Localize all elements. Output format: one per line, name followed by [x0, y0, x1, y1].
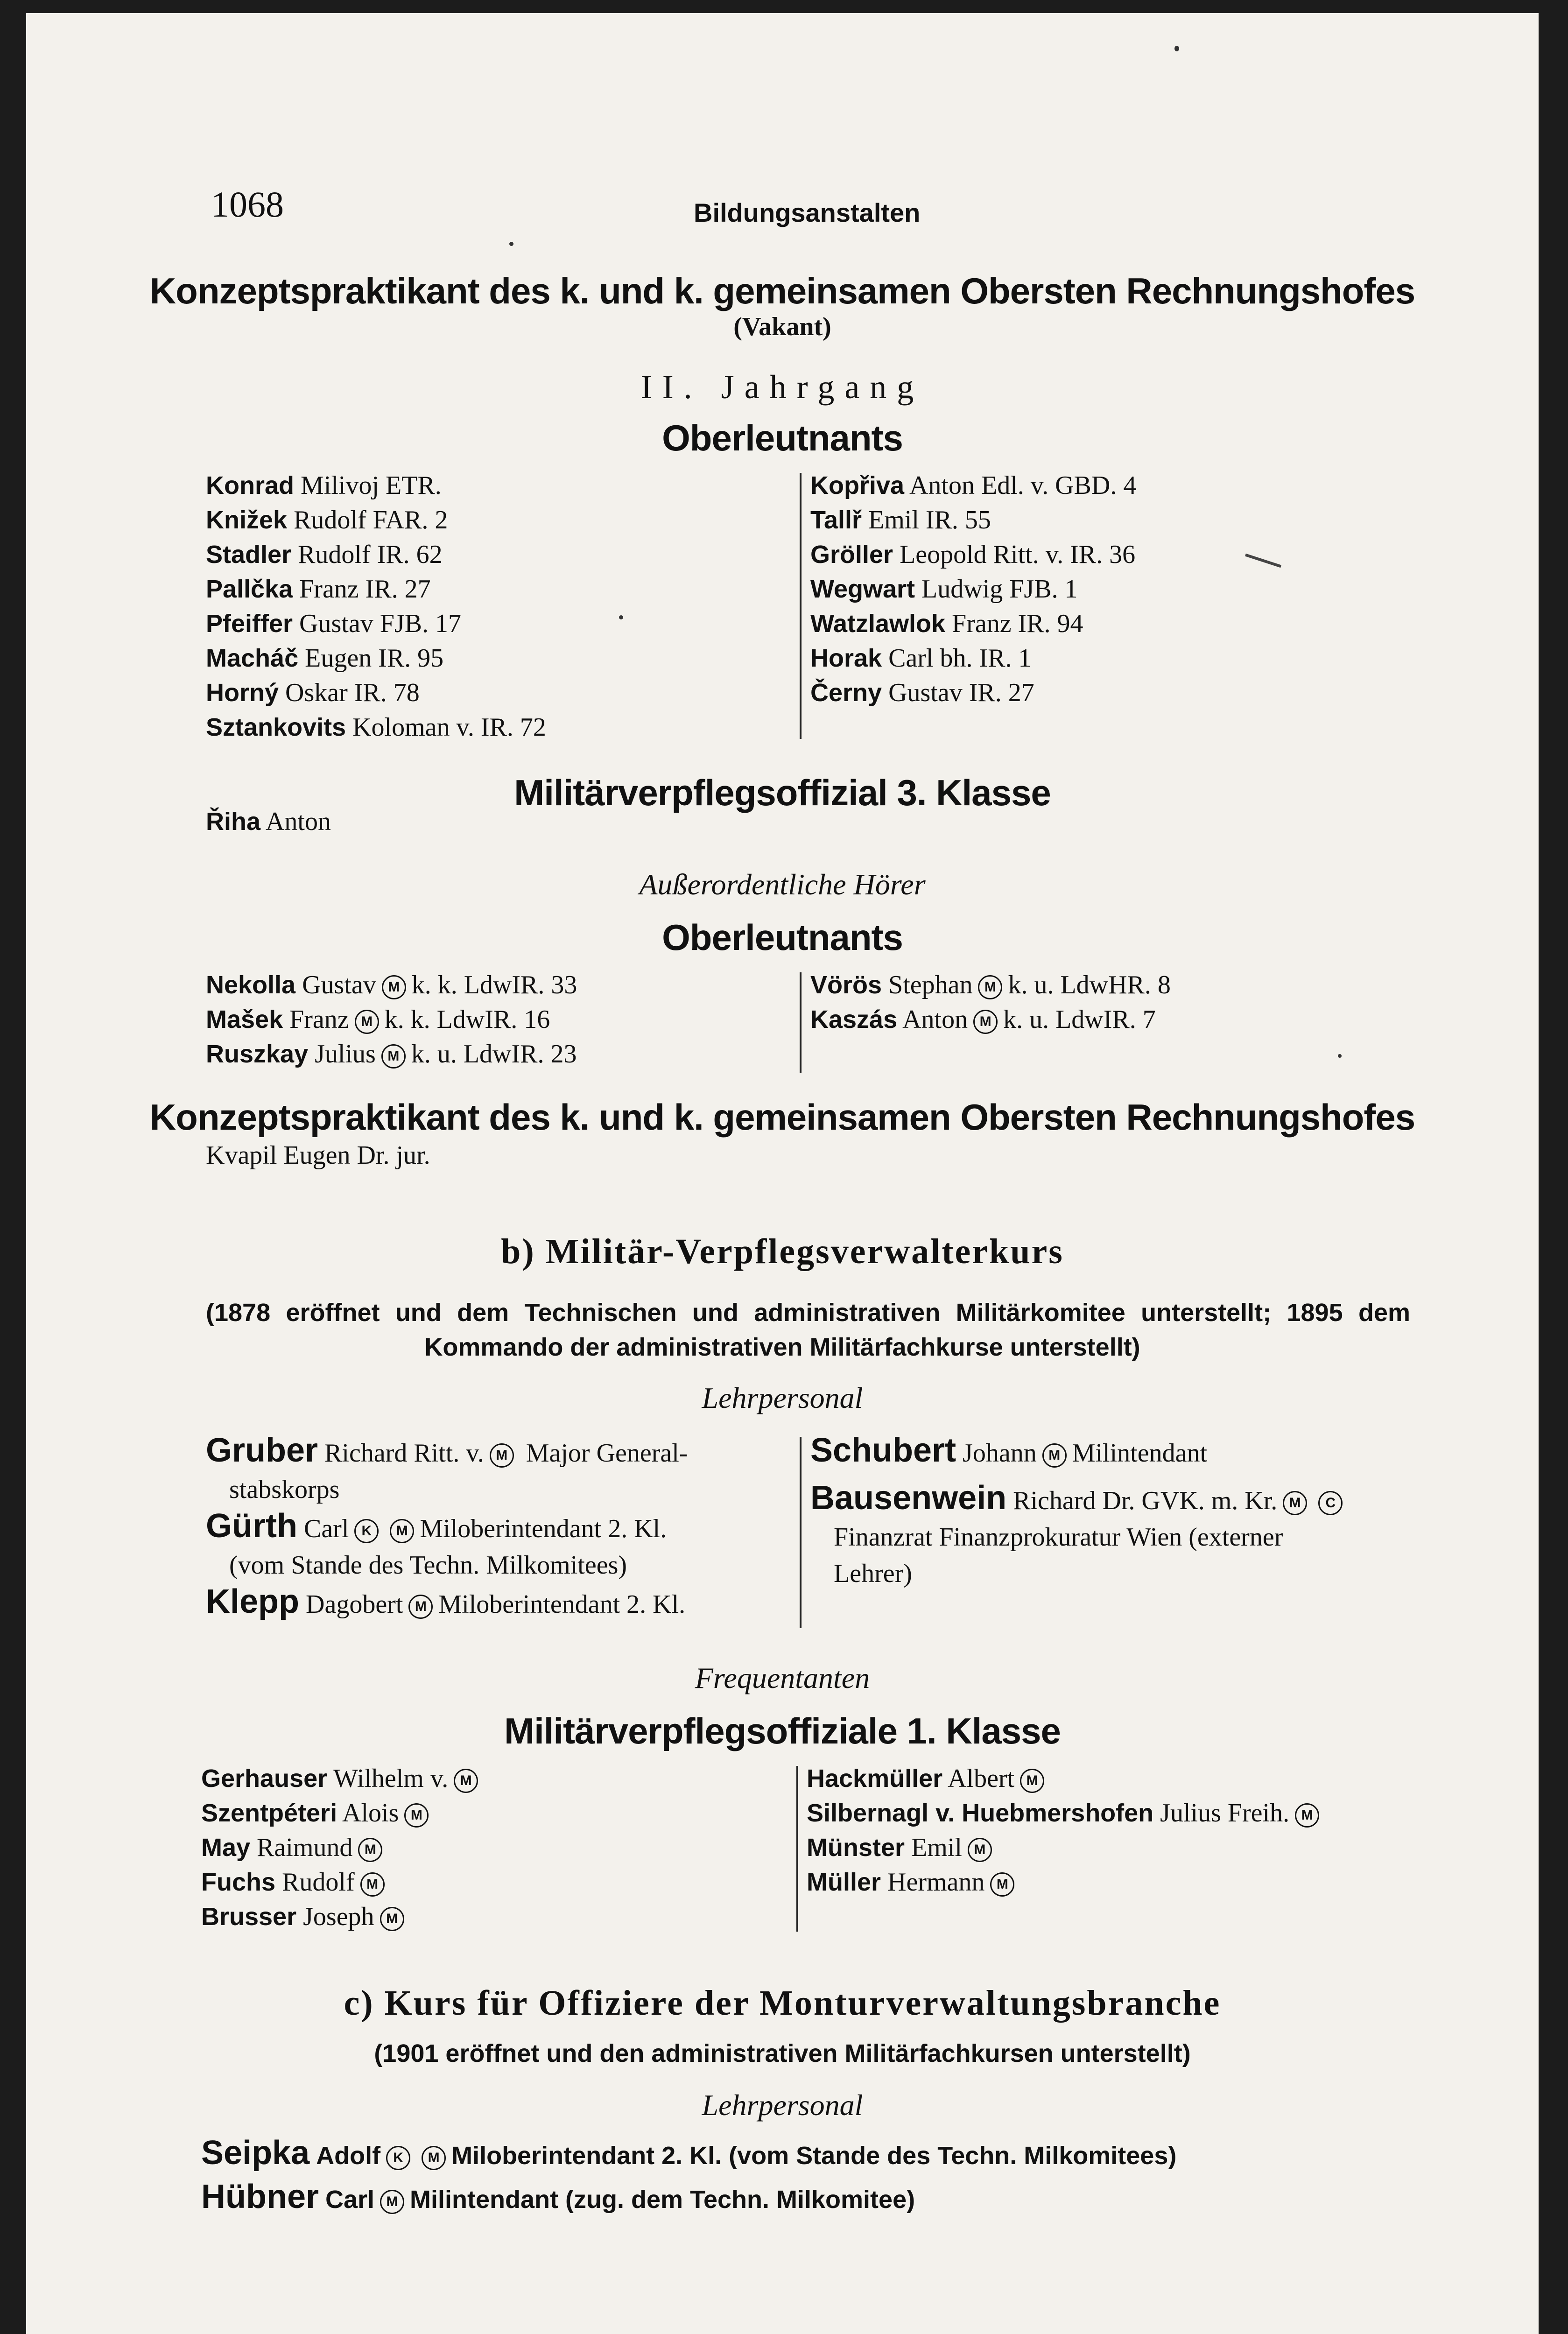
- subsection-heading: Lehrpersonal: [702, 2088, 863, 2122]
- speck: [509, 242, 513, 246]
- list-item: Kvapil Eugen Dr. jur.: [206, 1141, 430, 1170]
- course-note: (1901 eröffnet und den administrativen Militärfachkursen unterstellt): [374, 2039, 1191, 2067]
- speck: [1338, 1054, 1342, 1058]
- list-item: Nekolla Gustav M k. k. LdwIR. 33: [206, 970, 577, 999]
- jahrgang-heading: II. Jahrgang: [640, 368, 924, 406]
- course-note: Kommando der administrativen Militärfachkurse unterstellt): [424, 1333, 1140, 1361]
- list-right: [810, 468, 1136, 710]
- list-right: [807, 1761, 1325, 1899]
- teacher-entry-cont: (vom Stande des Techn. Milkomitees): [229, 1551, 627, 1580]
- teacher-list: [201, 2135, 1176, 2218]
- teacher-entry: Schubert Johann M Milintendant: [810, 1432, 1207, 1469]
- list-left: [206, 468, 546, 745]
- list-item: Macháč Eugen IR. 95: [206, 644, 444, 673]
- list-item: Watzlawlok Franz IR. 94: [810, 609, 1083, 638]
- list-item: Vörös Stephan M k. u. LdwHR. 8: [810, 970, 1171, 999]
- teacher-entry-cont: Lehrer): [834, 1559, 912, 1588]
- subsection-heading: Frequentanten: [695, 1661, 870, 1694]
- list-item: Tallř Emil IR. 55: [810, 506, 991, 534]
- list-item: Pfeiffer Gustav FJB. 17: [206, 609, 461, 638]
- list-item: Stadler Rudolf IR. 62: [206, 540, 443, 569]
- pencil-mark: [1245, 554, 1281, 568]
- section-note: (Vakant): [733, 312, 831, 341]
- section-title: Konzeptspraktikant des k. und k. gemeinsamen Obersten Rechnungshofes: [149, 270, 1415, 311]
- rank-heading: Oberleutnants: [662, 417, 903, 458]
- list-item: Brusser Joseph M: [201, 1899, 484, 1934]
- column-divider: [800, 972, 802, 1073]
- list-item: Horný Oskar IR. 78: [206, 678, 420, 707]
- teacher-entry: Klepp Dagobert M Miloberintendant 2. Kl.: [206, 1583, 686, 1620]
- list-item: Silbernagl v. Huebmershofen Julius Freih. M: [807, 1796, 1325, 1830]
- list-item: Černy Gustav IR. 27: [810, 678, 1034, 707]
- list-item: Horak Carl bh. IR. 1: [810, 644, 1032, 673]
- list-item: Konrad Milivoj ETR.: [206, 471, 442, 500]
- subsection-heading: Außerordentliche Hörer: [639, 868, 926, 901]
- list-item: Kopřiva Anton Edl. v. GBD. 4: [810, 471, 1137, 500]
- teacher-entry-cont: Finanzrat Finanzprokuratur Wien (externer: [834, 1523, 1283, 1552]
- teacher-entry: Gürth Carl K M Miloberintendant 2. Kl.: [206, 1507, 667, 1545]
- list-right: [810, 968, 1171, 1037]
- list-item: Řiha Anton: [206, 807, 331, 836]
- list-item: Sztankovits Koloman v. IR. 72: [206, 713, 546, 742]
- list-item: Mašek Franz M k. k. LdwIR. 16: [206, 1005, 550, 1034]
- subsection-heading: Lehrpersonal: [702, 1381, 863, 1414]
- speck: [1174, 46, 1179, 51]
- course-note: (1878 eröffnet und dem Technischen und administrativen Militärkomitee unterstellt; 1895 dem: [206, 1299, 1410, 1327]
- class-heading: Militärverpflegsoffiziale 1. Klasse: [504, 1710, 1061, 1751]
- column-divider: [800, 1437, 802, 1628]
- list-item: Pallčka Franz IR. 27: [206, 575, 431, 604]
- teacher-entry: Seipka Adolf K M Miloberintendant 2. Kl. (vom Stande des Techn. Milkomitees): [201, 2134, 1177, 2172]
- column-divider: [796, 1766, 798, 1932]
- list-left: [206, 968, 577, 1071]
- list-item: Müller Hermann M: [807, 1865, 1325, 1899]
- list-item: Hackmüller Albert M: [807, 1761, 1325, 1796]
- teacher-list-right: [810, 1432, 1445, 1592]
- list-item: May Raimund M: [201, 1830, 484, 1865]
- teacher-entry: Bausenwein Richard Dr. GVK. m. Kr. M C: [810, 1480, 1445, 1519]
- teacher-entry: Hübner Carl M Milintendant (zug. dem Techn. Milkomitee): [201, 2178, 915, 2215]
- list-item: Ruszkay Julius M k. u. LdwIR. 23: [206, 1040, 577, 1069]
- class-heading: Militärverpflegsoffizial 3. Klasse: [514, 772, 1051, 813]
- list-item: Fuchs Rudolf M: [201, 1865, 484, 1899]
- course-heading: b) Militär-Verpflegsverwalterkurs: [501, 1232, 1064, 1271]
- list-item: Gerhauser Wilhelm v. M: [201, 1761, 484, 1796]
- speck: [619, 615, 623, 619]
- teacher-entry-cont: stabskorps: [229, 1475, 340, 1504]
- teacher-list-left: [206, 1432, 789, 1623]
- running-head: Bildungsanstalten: [694, 198, 921, 227]
- list-item: Szentpéteri Alois M: [201, 1796, 484, 1830]
- section-title: Konzeptspraktikant des k. und k. gemeinsamen Obersten Rechnungshofes: [149, 1097, 1415, 1138]
- course-heading: c) Kurs für Offiziere der Monturverwaltungsbranche: [344, 1983, 1221, 2023]
- column-divider: [800, 473, 802, 739]
- list-item: Gröller Leopold Ritt. v. IR. 36: [810, 540, 1136, 569]
- rank-heading: Oberleutnants: [662, 917, 903, 958]
- list-left: [201, 1761, 484, 1934]
- list-item: Knižek Rudolf FAR. 2: [206, 506, 448, 534]
- list-item: Kaszás Anton M k. u. LdwIR. 7: [810, 1005, 1156, 1034]
- page-number: 1068: [211, 184, 284, 225]
- teacher-entry: Gruber Richard Ritt. v. M Major General-: [206, 1432, 688, 1469]
- document-page: [26, 13, 1539, 2334]
- list-item: Wegwart Ludwig FJB. 1: [810, 575, 1078, 604]
- list-item: Münster Emil M: [807, 1830, 1325, 1865]
